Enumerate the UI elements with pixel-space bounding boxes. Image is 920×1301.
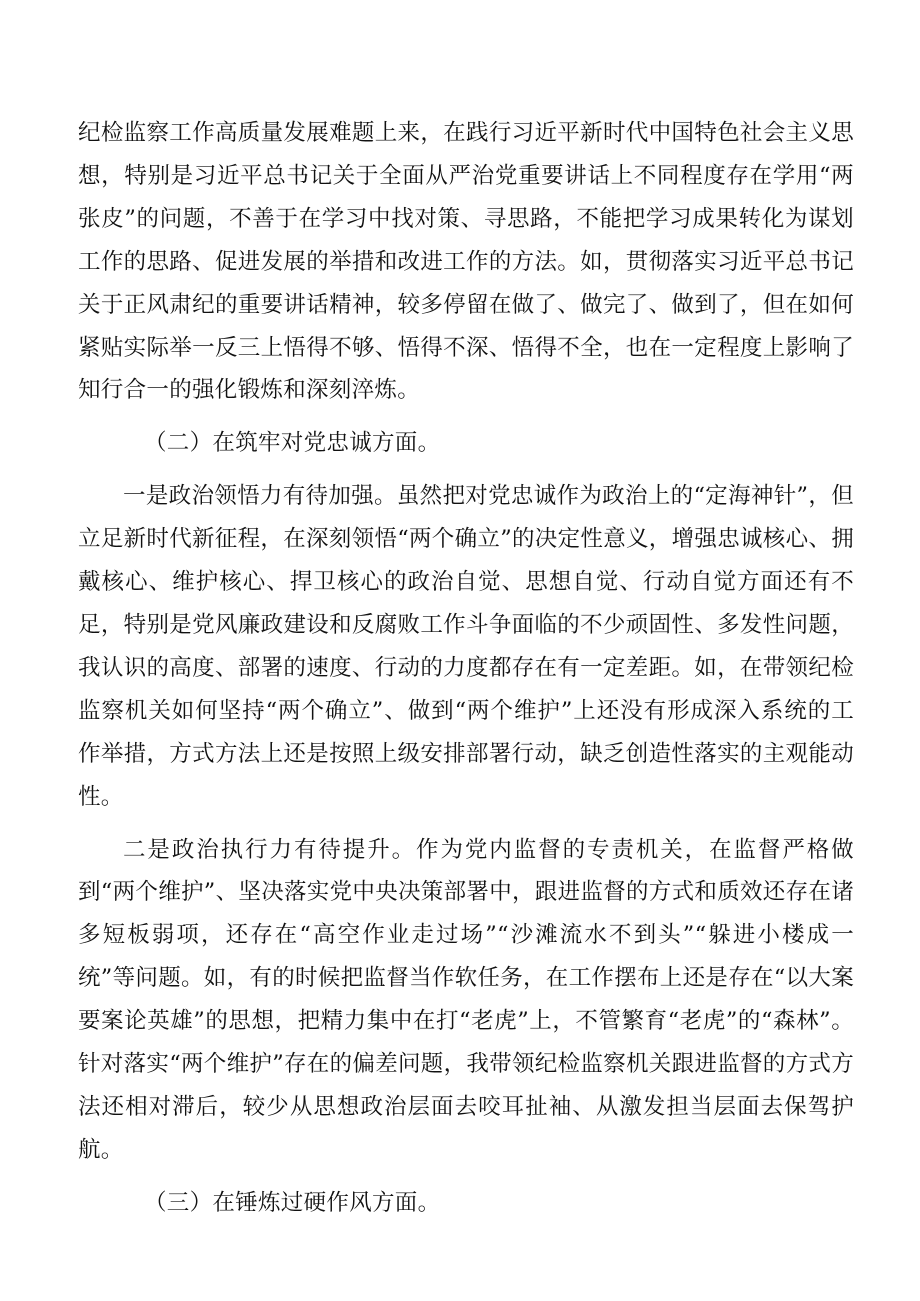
paragraph-political-execution: 二是政治执行力有待提升。作为党内监督的专责机关，在监督严格做到“两个维护”、坚决落实党中央决策部署中，跟进监督的方式和质效还存在诸多短板弱项，还存在“高空作业走过场”“沙滩流水不到头”“躲进小楼成一统”等问题。如，有的时候把监督当作软任务，在工作摆布上还是存在“以大案要案论英雄”的思想，把精力集中在打“老虎”上，不管繁育“老虎”的“森林”。针对落实“两个维护”存在的偏差问题，我带领纪检监察机关跟进监督的方式方法还相对滞后，较少从思想政治层面去咬耳扯袖、从激发担当层面去保驾护航。 [78,836,855,1163]
section-heading-work-style: （三）在锤炼过硬作风方面。 [144,1189,441,1216]
document-body [78,112,854,1225]
paragraph-continuation: 纪检监察工作高质量发展难题上来，在践行习近平新时代中国特色社会主义思想，特别是习近平总书记关于全面从严治党重要讲话上不同程度存在学用“两张皮”的问题，不善于在学习中找对策、寻思路，不能把学习成果转化为谋划工作的思路、促进发展的举措和改进工作的方法。如，贯彻落实习近平总书记关于正风肃纪的重要讲话精神，较多停留在做了、做完了、做到了，但在如何紧贴实际举一反三上悟得不够、悟得不深、悟得不全，也在一定程度上影响了知行合一的强化锻炼和深刻淬炼。 [78,120,854,404]
section-heading-loyalty: （二）在筑牢对党忠诚方面。 [144,430,441,457]
paragraph-political-understanding: 一是政治领悟力有待加强。虽然把对党忠诚作为政治上的“定海神针”，但立足新时代新征程，在深刻领悟“两个确立”的决定性意义，增强忠诚核心、拥戴核心、维护核心、捍卫核心的政治自觉、思想自觉、行动自觉方面还有不足，特别是党风廉政建设和反腐败工作斗争面临的不少顽固性、多发性问题，我认识的高度、部署的速度、行动的力度都存在有一定差距。如，在带领纪检监察机关如何坚持“两个确立”、做到“两个维护”上还没有形成深入系统的工作举措，方式方法上还是按照上级安排部署行动，缺乏创造性落实的主观能动性。 [78,483,855,810]
